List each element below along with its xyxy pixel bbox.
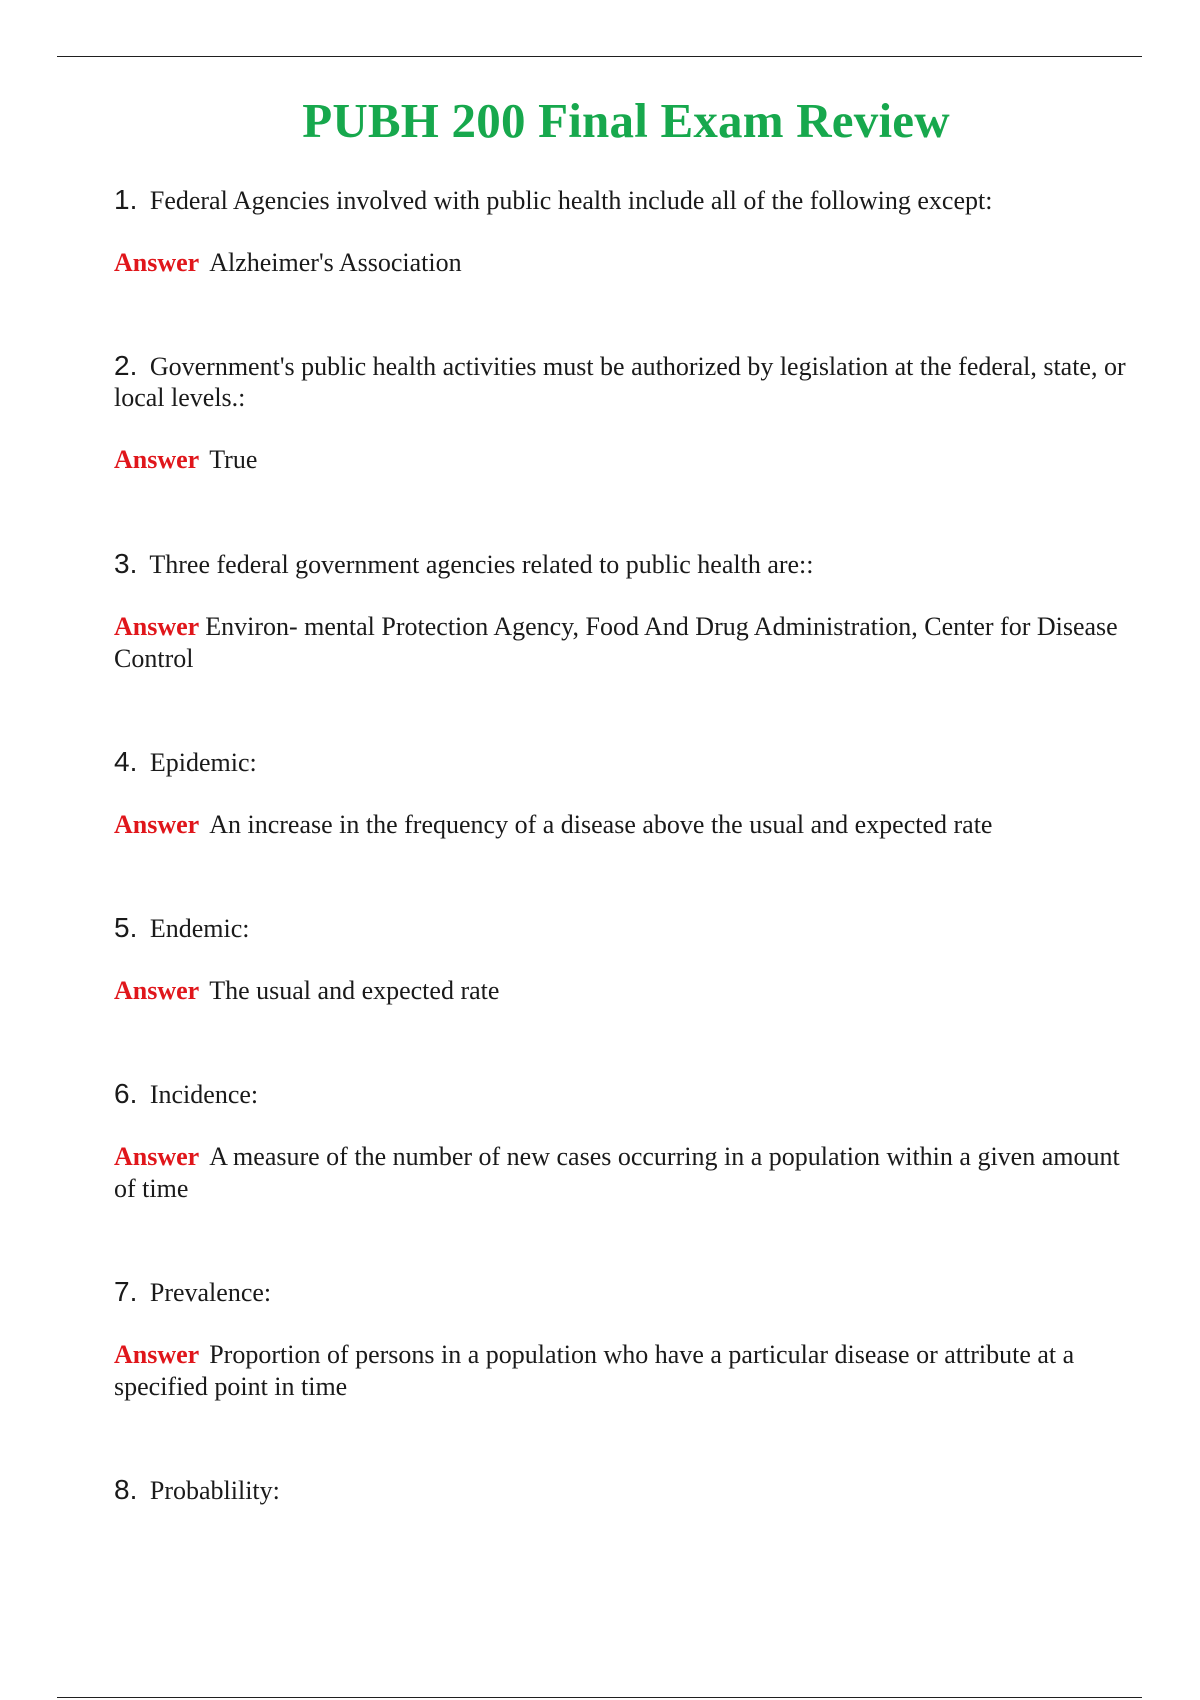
- question-body: Epidemic:: [149, 748, 257, 777]
- question-text: [114, 1276, 1134, 1308]
- answer-body: The usual and expected rate: [209, 976, 500, 1005]
- question-text: [114, 1078, 1134, 1110]
- question-body: Incidence:: [149, 1080, 259, 1109]
- question-block-6: [114, 1078, 1134, 1205]
- answer-label: Answer: [114, 612, 200, 641]
- question-block-7: [114, 1276, 1134, 1403]
- question-number: 6.: [114, 1078, 138, 1109]
- question-block-3: [114, 548, 1134, 675]
- question-number: 8.: [114, 1474, 138, 1505]
- bottom-rule: [57, 1697, 1142, 1698]
- answer-label: Answer: [114, 1142, 200, 1171]
- question-number: 3.: [114, 548, 138, 579]
- page-title: PUBH 200 Final Exam Review: [302, 92, 950, 148]
- question-number: 7.: [114, 1276, 138, 1307]
- answer-text: [114, 1339, 1134, 1403]
- answer-text: [114, 975, 1134, 1007]
- question-block-1: [114, 184, 1134, 279]
- answer-label: Answer: [114, 248, 200, 277]
- answer-body: Alzheimer's Association: [209, 248, 462, 277]
- question-number: 5.: [114, 912, 138, 943]
- question-block-2: [114, 350, 1134, 476]
- answer-label: Answer: [114, 1340, 200, 1369]
- question-number: 4.: [114, 746, 138, 777]
- answer-text: [114, 1141, 1134, 1205]
- question-body: Probablility:: [149, 1476, 280, 1505]
- answer-text: [114, 444, 1134, 476]
- answer-label: Answer: [114, 445, 200, 474]
- question-text: [114, 184, 1134, 216]
- question-block-8: [114, 1474, 1134, 1506]
- answer-body: An increase in the frequency of a disease above the usual and expected rate: [209, 810, 993, 839]
- answer-text: [114, 809, 1134, 841]
- question-body: Federal Agencies involved with public health include all of the following except:: [149, 186, 993, 215]
- answer-body: Environ- mental Protection Agency, Food And Drug Administration, Center for Disease Control: [114, 612, 1118, 673]
- question-text: [114, 746, 1134, 778]
- answer-body: True: [209, 445, 258, 474]
- answer-body: Proportion of persons in a population who have a particular disease or attribute at a specified point in time: [114, 1340, 1075, 1401]
- question-block-5: [114, 912, 1134, 1007]
- answer-text: [114, 611, 1134, 675]
- answer-label: Answer: [114, 810, 200, 839]
- question-text: [114, 350, 1134, 413]
- top-rule: [57, 56, 1142, 57]
- question-text: [114, 548, 1134, 580]
- question-body: Government's public health activities must be authorized by legislation at the federal, state, or local levels.:: [114, 352, 1126, 412]
- question-block-4: [114, 746, 1134, 841]
- question-body: Three federal government agencies related to public health are::: [149, 550, 814, 579]
- answer-body: A measure of the number of new cases occurring in a population within a given amount of time: [114, 1142, 1120, 1203]
- answer-label: Answer: [114, 976, 200, 1005]
- answer-text: [114, 247, 1134, 279]
- question-text: [114, 1474, 1134, 1506]
- question-number: 1.: [114, 184, 138, 215]
- question-body: Prevalence:: [149, 1278, 272, 1307]
- question-number: 2.: [114, 350, 138, 381]
- question-text: [114, 912, 1134, 944]
- question-body: Endemic:: [149, 914, 250, 943]
